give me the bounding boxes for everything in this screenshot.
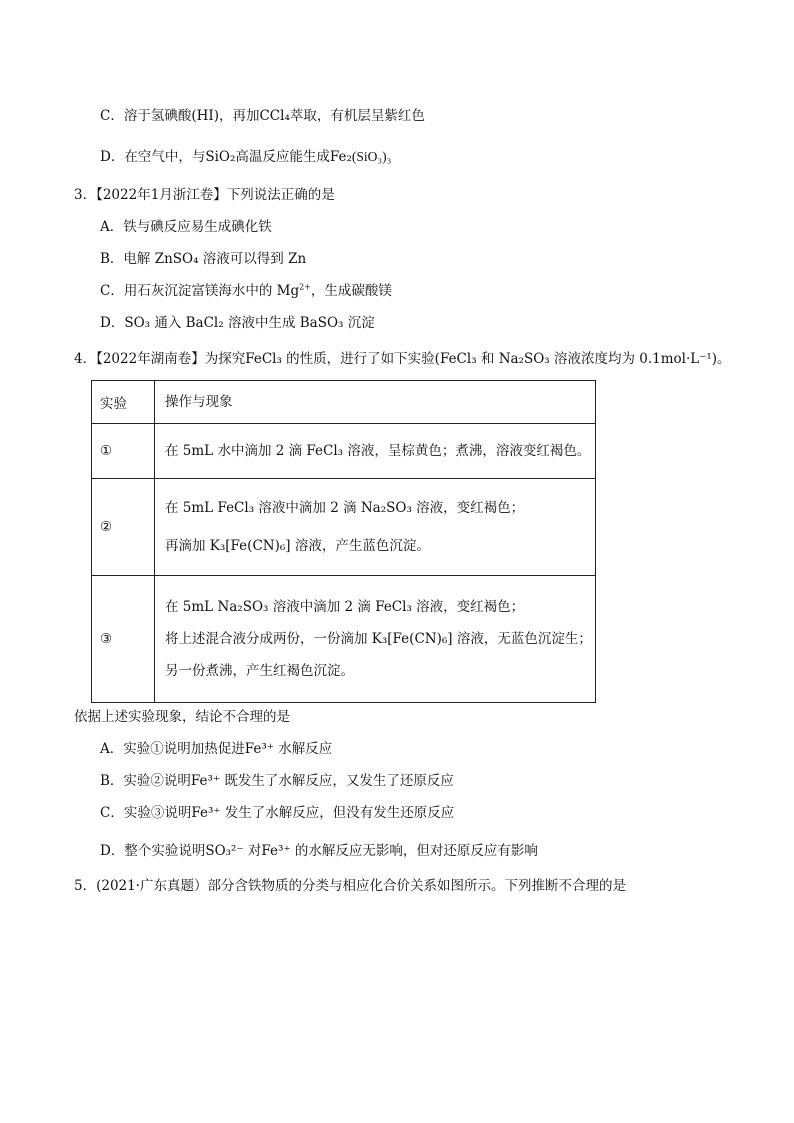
q3-question: 下列说法正确的是 [226,187,335,203]
table-row-line: 将上述混合液分成两份，一份滴加 K₃[Fe(CN)₆] 溶液，无蓝色沉淀生； [165,631,592,647]
table-row-content [155,576,596,703]
q5-stem: 5．(2021·广东真题）部分含铁物质的分类与相应化合价关系如图所示。下列推断不合理的是 [74,878,627,894]
table-row-line: 另一份煮沸，产生红褐色沉淀。 [165,663,354,679]
q3-option-c-tail: ，生成碳酸镁 [310,283,392,299]
table-row-line: 再滴加 K₃[Fe(CN)₆] 溶液，产生蓝色沉淀。 [165,538,430,554]
experiment-table [91,380,596,703]
table-row [92,576,596,703]
table-header-cell: 实验 [92,381,155,424]
table-row-line: 在 5mL Na₂SO₃ 溶液中滴加 2 滴 FeCl₃ 溶液，变红褐色； [165,599,525,615]
table-row-id: ① [92,424,155,479]
q2-option-d-formula: (SiO₃)₃ [351,149,392,164]
table-row [92,479,596,576]
q3-option-c-charge: 2+ [299,282,311,292]
q3-option-c-text: C．用石灰沉淀富镁海水中的 Mg [100,283,300,299]
q3-number: 3． [74,187,97,203]
table-header-row [92,381,596,424]
q4-option-a: A．实验①说明加热促进Fe³⁺ 水解反应 [100,741,333,757]
q2-option-d-text: D．在空气中，与SiO₂高温反应能生成Fe₂ [100,149,352,165]
table-header-label: 操作与现象 [165,394,233,410]
table-row-content [155,424,596,479]
q3-stem [74,189,335,203]
q4-option-c: C．实验③说明Fe³⁺ 发生了水解反应，但没有发生还原反应 [100,805,455,821]
q4-prompt: 依据上述实验现象，结论不合理的是 [74,709,290,725]
table-row-id: ③ [92,576,155,703]
q3-option-c [100,282,392,299]
q3-option-a: A．铁与碘反应易生成碘化铁 [100,219,272,235]
q2-option-d [100,150,391,165]
table-row-line: 在 5mL 水中滴加 2 滴 FeCl₃ 溶液，呈棕黄色；煮沸，溶液变红褐色。 [165,443,591,459]
table-row-id: ② [92,479,155,576]
q4-stem [74,353,731,367]
q3-option-b: B．电解 ZnSO₄ 溶液可以得到 Zn [100,251,307,267]
table-row [92,424,596,479]
q4-question: 为探究FeCl₃ 的性质，进行了如下实验(FeCl₃ 和 Na₂SO₃ 溶液浓度均为 0.1mol·L⁻¹)。 [204,351,731,367]
table-row-content [155,479,596,576]
table-header-cell [155,381,596,424]
q4-source: 【2022年湖南卷】 [96,351,205,367]
q4-option-d: D．整个实验说明SO₃²⁻ 对Fe³⁺ 的水解反应无影响，但对还原反应有影响 [100,843,538,859]
q4-option-b: B．实验②说明Fe³⁺ 既发生了水解反应，又发生了还原反应 [100,773,454,789]
q3-source: 【2022年1月浙江卷】 [96,187,227,203]
q2-option-c: C．溶于氢碘酸(HI)，再加CCl₄萃取，有机层呈紫红色 [100,108,425,124]
q4-number: 4． [74,351,97,367]
q3-option-d: D．SO₃ 通入 BaCl₂ 溶液中生成 BaSO₃ 沉淀 [100,315,375,331]
table-row-line: 在 5mL FeCl₃ 溶液中滴加 2 滴 Na₂SO₃ 溶液，变红褐色； [165,500,525,516]
